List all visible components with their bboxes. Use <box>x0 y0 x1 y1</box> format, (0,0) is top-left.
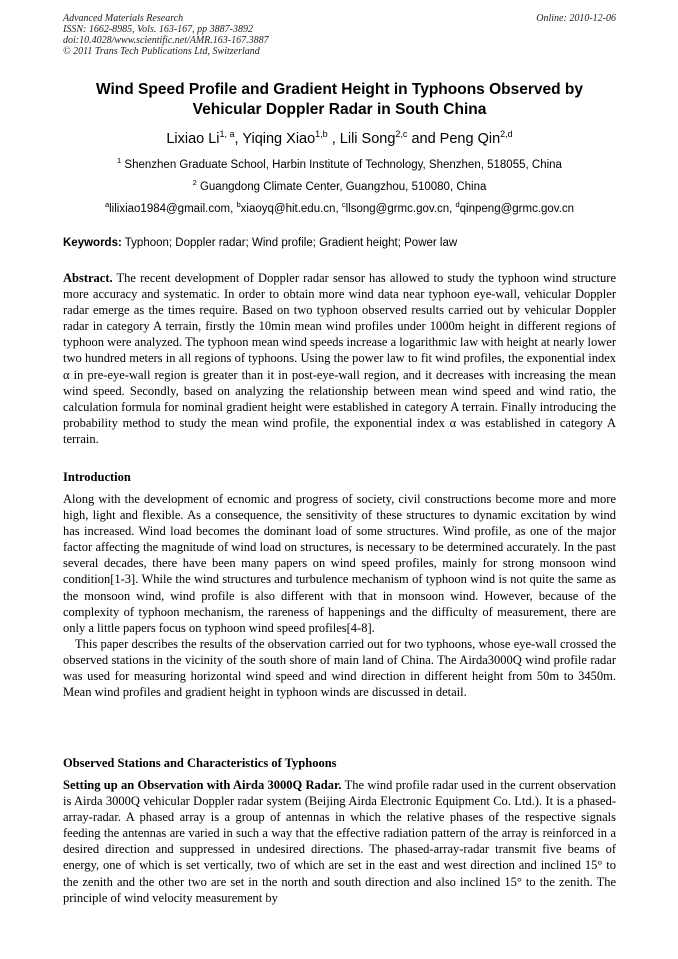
author-emails <box>63 202 616 216</box>
email-mark: d <box>455 200 460 209</box>
author-affiliation-mark: 1, a <box>219 129 235 139</box>
email-mark: a <box>104 200 110 209</box>
author-name: Peng Qin <box>439 131 501 147</box>
affiliation-text: Guangdong Climate Center, Guangzhou, 510080, China <box>196 181 487 193</box>
abstract-label: Abstract. <box>63 271 113 285</box>
journal-name: Advanced Materials Research <box>63 13 184 24</box>
section-heading-observed-stations: Observed Stations and Characteristics of Typhoons <box>63 756 337 770</box>
setup-text: The wind profile radar used in the current observation is Airda 3000Q vehicular Doppler radar system (Beijing Airda Electronic Equipment Co. Ltd.). It is a phased-array-radar. A phased array is a group of antennas in which the relative phases of the respective signals feeding the antennas are varied in such a way that the effective radiation pattern of the array is reinforced in a desired direction and suppressed in undesired directions. The phased-array-radar transmit five beams of energy, one of which is set vertically, two of which are set in the east and west direction and inclined 15° to the zenith and the other two are set in the north and south direction and also inclined 15° to the zenith. The principle of wind velocity measurement by <box>63 778 617 905</box>
abstract <box>63 270 616 447</box>
author-separator: , <box>234 131 243 147</box>
author-list <box>63 130 616 148</box>
author-name: Lixiao Li <box>166 131 220 147</box>
affiliation-1 <box>63 158 616 172</box>
author-separator: , <box>327 131 340 147</box>
keywords-text: Typhoon; Doppler radar; Wind profile; Gradient height; Power law <box>121 237 458 249</box>
author-affiliation-mark: 2,d <box>500 129 513 139</box>
setup-paragraph <box>63 777 616 906</box>
abstract-text: The recent development of Doppler radar sensor has allowed to study the typhoon wind structure more accuracy and systematic. In order to obtain more wind data near typhoon eye-wall, vehicular Doppler radar emerge as the times require. Based on two typhoon observed results carried out by vehicular Doppler radar in category A terrain, firstly the 10min mean wind profiles under 1000m height in different regions of typhoon were analyzed. The typhoon mean wind speeds increase a logarithmic law with height at nearly lower two hundred meters in all regions of typhoons. Using the power law to fit wind profiles, the exponential index α in pre-eye-wall region is greater than it in post-eye-wall region, and it decreases with increasing the mean wind speed. Secondly, based on analyzing the relationship between mean wind speed and wind ratio, the calculation formula for nominal gradient height were established in category A terrain. Finally introducing the probability method to study the mean wind profile, the exponential index α was established in category A terrain. <box>63 271 616 446</box>
online-date: Online: 2010-12-06 <box>536 13 616 24</box>
introduction-paragraph-2: This paper describes the results of the observation carried out for two typhoons, whose eye-wall crossed the observed stations in the vicinity of the south shore of main land of China. The Airda3000Q wind profile radar was used for measuring horizontal wind speed and wind direction in different height from 50m to 3450m. Mean wind profiles and gradient height in typhoon winds are discussed in detail. <box>63 636 616 700</box>
introduction-paragraph-1: Along with the development of ecnomic and progress of society, civil constructions become more and more high, light and flexible. As a consequence, the sensitivity of these structures to dynamic excitation by wind has increased. Wind load becomes the dominant load of some structures. Wind profile, as one of the major factor affecting the magnitude of wind load on structures, is necessary to be determined accurately. In the past several decades, there have been many papers on wind speed profiles, mainly for strong monsoon wind condition[1-3]. While the wind structures and turbulence mechanism of typhoon wind is not quite the same as the monsoon wind, wind profile is also different with that in monsoon wind. However, because of the complexity of typhoon mechanism, the rareness of happenings and the difficulty of measurement, there are only a little papers focus on typhoon wind speed profiles[4-8]. <box>63 492 616 635</box>
affiliation-number: 1 <box>117 156 122 165</box>
journal-header <box>63 13 616 57</box>
introduction-body <box>63 491 616 700</box>
keywords <box>63 236 616 250</box>
title-line-1: Wind Speed Profile and Gradient Height in Typhoons Observed by <box>95 81 584 98</box>
journal-doi: doi:10.4028/www.scientific.net/AMR.163-167.3887 <box>63 35 269 46</box>
email: lilixiao1984@gmail.com, <box>109 203 237 215</box>
journal-copyright: © 2011 Trans Tech Publications Ltd, Switzerland <box>63 46 260 57</box>
affiliation-text: Shenzhen Graduate School, Harbin Institute of Technology, Shenzhen, 518055, China <box>121 159 562 171</box>
email: qinpeng@grmc.gov.cn <box>459 203 575 215</box>
title-line-2: Vehicular Doppler Radar in South China <box>192 101 487 118</box>
section-observed-stations-body <box>63 777 616 906</box>
email: llsong@grmc.gov.cn, <box>345 203 456 215</box>
author-affiliation-mark: 1,b <box>315 129 328 139</box>
email-mark: b <box>236 200 241 209</box>
author-separator: and <box>407 131 440 147</box>
author-name: Yiqing Xiao <box>242 131 316 147</box>
author-name: Lili Song <box>339 131 396 147</box>
setup-runin-heading: Setting up an Observation with Airda 3000Q Radar. <box>63 778 342 792</box>
affiliation-2 <box>63 180 616 194</box>
affiliation-number: 2 <box>192 178 197 187</box>
email-mark: c <box>341 200 346 209</box>
author-affiliation-mark: 2,c <box>395 129 408 139</box>
introduction-heading: Introduction <box>63 470 131 484</box>
email: xiaoyq@hit.edu.cn, <box>240 203 342 215</box>
journal-issn: ISSN: 1662-8985, Vols. 163-167, pp 3887-3892 <box>63 24 253 35</box>
paper-title <box>63 80 616 120</box>
keywords-label: Keywords: <box>63 237 122 249</box>
